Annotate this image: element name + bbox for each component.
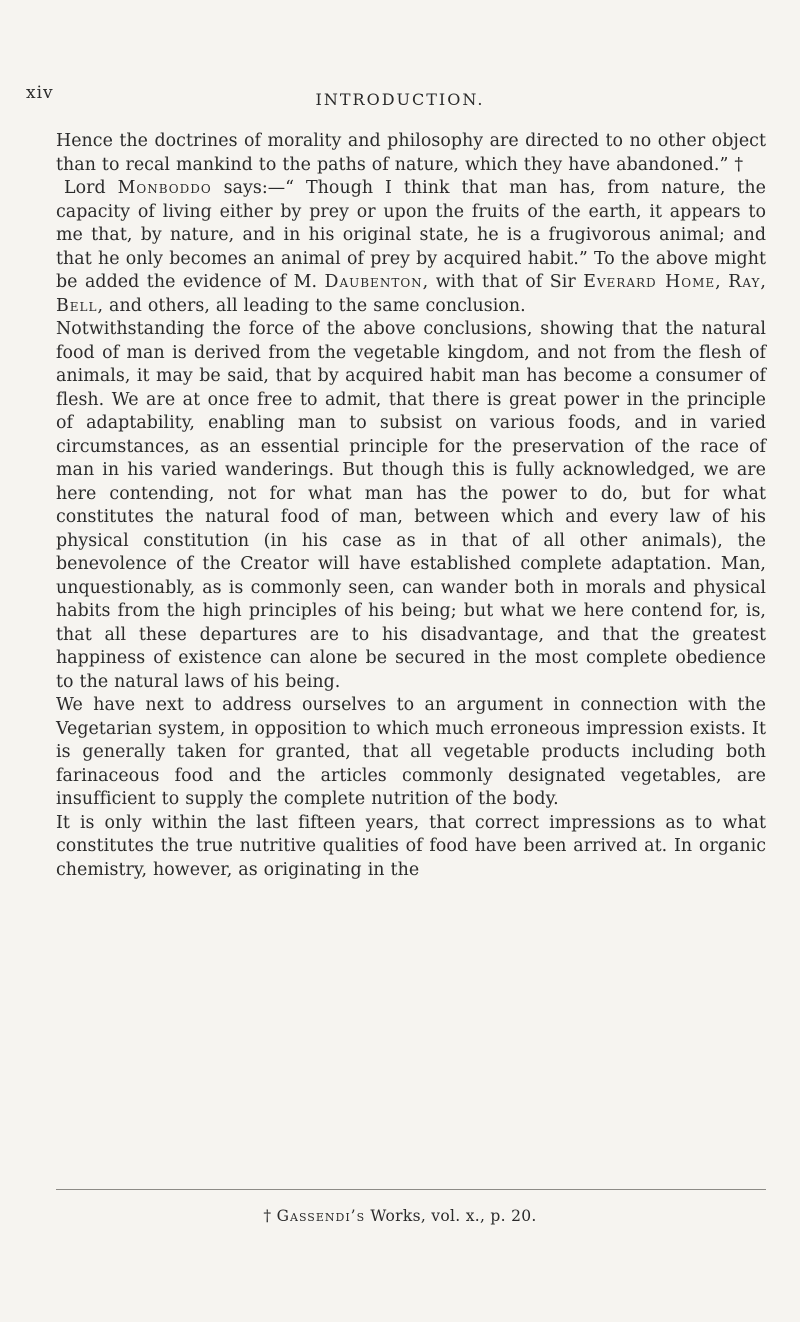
paragraph [56, 177, 766, 318]
text-fragment: , and others, all leading to the same conclusion. [97, 295, 526, 316]
paragraph: It is only within the last fifteen years, that correct impressions as to what constitutes the true nutritive qualities of food have been arrived at. In organic chemistry, however, as originating in the [56, 812, 766, 880]
name-bell: Bell [56, 295, 98, 316]
page-number: xiv [26, 83, 54, 103]
footnote [0, 1207, 800, 1225]
text-fragment: Lord [64, 178, 118, 198]
name-monboddo: Monboddo [117, 178, 212, 198]
text-fragment: says:—“ Though I think that man has, from nature, the capacity of living either by prey or upon the fruits of the earth, it appears to me that, by nature, and in his original state, he is a frugivorous animal; and that he only becomes an animal of prey by acquired habit.” To the above might be added the evidence of M. [56, 178, 766, 292]
paragraph: Notwithstanding the force of the above conclusions, showing that the natural food of man is derived from the vegetable kingdom, and not from the flesh of animals, it may be said, that by acquired habit man has become a consumer of flesh. We are at once free to admit, that there is great power in the principle of adaptability, enabling man to subsist on various foods, and in varied circumstances, as an essential principle for the preservation of the race of man in his varied wanderings. But though this is fully acknowledged, we are here contending, not for what man has the power to do, but for what constitutes the natural food of man, between which and every law of his physical constitution (in his case as in that of all other animals), the benevolence of the Creator will have established complete adaptation. Man, unquestionably, as is commonly seen, can wander both in morals and physical habits from the high principles of his being; but what we here contend for, is, that all these departures are to his disadvantage, and that the greatest happiness of existence can alone be secured in the most complete obedience to the natural laws of his being. [56, 319, 766, 692]
text-fragment: , [715, 272, 729, 292]
name-everard-home: Everard Home [583, 272, 716, 292]
name-daubenton: Daubenton [324, 272, 423, 292]
running-head: INTRODUCTION. [315, 90, 485, 109]
name-ray: Ray [728, 272, 761, 292]
footnote-reference: Works, vol. x., p. 20. [365, 1207, 537, 1225]
body-text [56, 130, 766, 882]
paragraph: We have next to address ourselves to an argument in connection with the Vegetarian system, in opposition to which much erroneous impression exists. It is generally taken for granted, that all vegetable products including both farinaceous food and the articles commonly designated vegetables, are insufficient to supply the complete nutrition of the body. [56, 695, 766, 809]
footnote-author: Gassendi’s [276, 1207, 366, 1225]
paragraph: Hence the doctrines of morality and philosophy are directed to no other object than to recal mankind to the paths of nature, which they have abandoned.” † [56, 131, 766, 175]
text-fragment: , [760, 272, 766, 292]
text-fragment: , with that of Sir [422, 272, 584, 292]
footnote-dagger: † [263, 1207, 277, 1225]
footnote-rule [56, 1189, 766, 1190]
